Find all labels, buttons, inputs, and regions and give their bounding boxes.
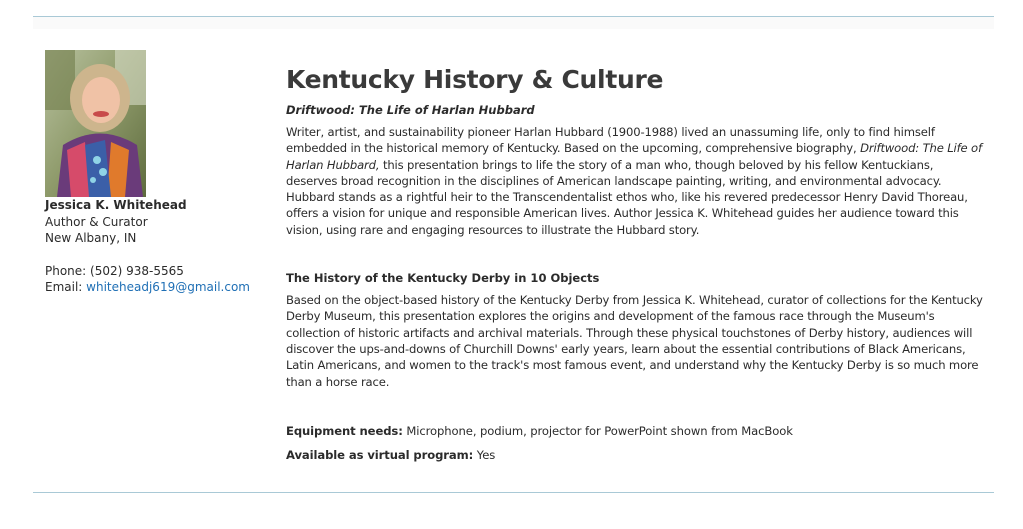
equipment-needs [286,423,986,439]
bottom-divider [33,492,994,493]
header-band [33,17,994,29]
virtual-value: Yes [473,447,496,462]
equipment-label: Equipment needs: [286,423,403,438]
equipment-value: Microphone, podium, projector for PowerPoint shown from MacBook [402,423,793,438]
virtual-availability [286,447,986,463]
email-link[interactable]: whiteheadj619@gmail.com [86,280,250,294]
page-title: Kentucky History & Culture [286,65,664,94]
author-name: Jessica K. Whitehead [45,198,187,212]
author-email-row [45,279,265,296]
author-sidebar [45,50,265,296]
program-description-driftwood [286,124,986,238]
description-text: Writer, artist, and sustainability pioneer Harlan Hubbard (1900-1988) lived an unassuming life, only to find himself embedded in the historical memory of Kentucky. Based on the upcoming, comprehensive biography, [286,125,935,156]
author-role: Author & Curator [45,214,148,229]
email-label: Email: [45,280,83,294]
description-text-continued: this presentation brings to life the story of a man who, though beloved by his fellow Kentuckians, deserves broad recognition in the disciplines of American landscape painting, writing, and environmental advocacy. Hubbard stands as a rightful heir to the Transcendentalist ethos who, like his revered predecessor Henry David Thoreau, offers a vision for unique and responsible American lives. Author Jessica K. Whitehead guides her audience toward this vision, using rare and engaging resources to illustrate the Hubbard story. [286,157,968,237]
program-title-driftwood: Driftwood: The Life of Harlan Hubbard [286,103,535,117]
main-content [286,63,986,463]
author-phone: Phone: (502) 938-5565 [45,263,184,278]
program-description-derby: Based on the object-based history of the Kentucky Derby from Jessica K. Whitehead, curator of collections for the Kentucky Derby Museum, this presentation explores the origins and development of the famous race through the Museum's collection of historic artifacts and archival materials. Through these physical touchstones of Derby history, audiences will discover the ups-and-downs of Churchill Downs' early years, learn about the essential contributions of Black Americans, Latin Americans, and women to the track's most famous event, and understand why the Kentucky Derby is so much more than a horse race. [286,293,983,389]
program-title-derby: The History of the Kentucky Derby in 10 Objects [286,271,600,286]
author-photo [45,50,146,197]
virtual-label: Available as virtual program: [286,447,474,462]
book-title-italic: Driftwood: The Life of Harlan Hubbard, [286,141,982,172]
author-location: New Albany, IN [45,231,137,245]
